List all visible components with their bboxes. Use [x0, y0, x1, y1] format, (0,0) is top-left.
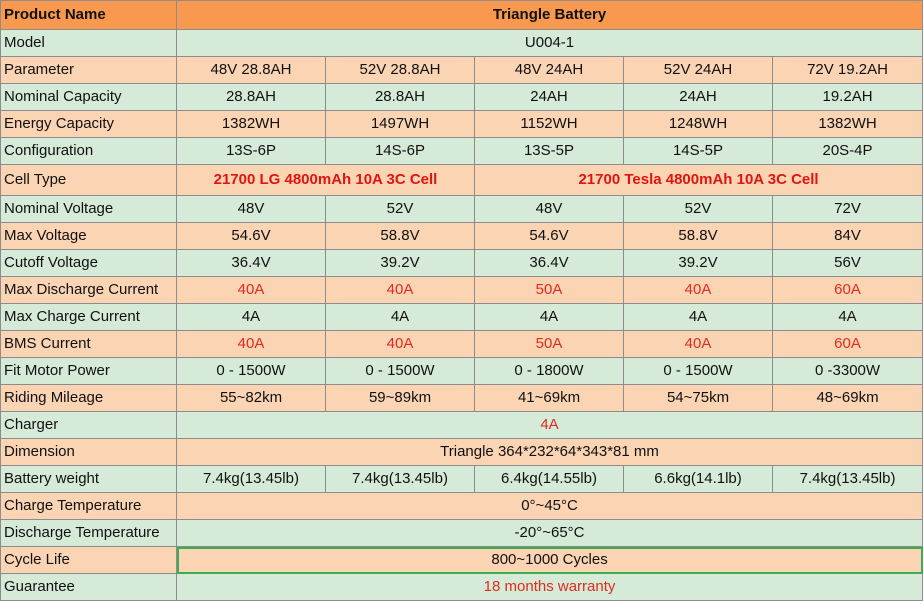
fit-motor-power-value: 0 - 1500W	[624, 358, 773, 385]
max-discharge-current-label: Max Discharge Current	[1, 277, 177, 304]
cell-type-lg-value: 21700 LG 4800mAh 10A 3C Cell	[177, 165, 475, 196]
nominal-capacity-label: Nominal Capacity	[1, 84, 177, 111]
configuration-value: 14S-6P	[326, 138, 475, 165]
nominal-capacity-value: 28.8AH	[326, 84, 475, 111]
battery-weight-label: Battery weight	[1, 466, 177, 493]
configuration-label: Configuration	[1, 138, 177, 165]
bms-current-value: 40A	[177, 331, 326, 358]
nominal-voltage-value: 52V	[624, 196, 773, 223]
battery-weight-value: 7.4kg(13.45lb)	[326, 466, 475, 493]
guarantee-label: Guarantee	[1, 574, 177, 601]
row-charger	[1, 412, 923, 439]
cutoff-voltage-value: 56V	[773, 250, 923, 277]
max-charge-current-value: 4A	[326, 304, 475, 331]
cutoff-voltage-value: 39.2V	[326, 250, 475, 277]
discharge-temperature-label: Discharge Temperature	[1, 520, 177, 547]
bms-current-value: 50A	[475, 331, 624, 358]
cutoff-voltage-value: 39.2V	[624, 250, 773, 277]
battery-weight-value: 6.4kg(14.55lb)	[475, 466, 624, 493]
parameter-value: 48V 24AH	[475, 57, 624, 84]
battery-weight-value: 6.6kg(14.1lb)	[624, 466, 773, 493]
max-discharge-current-value: 40A	[624, 277, 773, 304]
cutoff-voltage-label: Cutoff Voltage	[1, 250, 177, 277]
energy-capacity-value: 1152WH	[475, 111, 624, 138]
nominal-voltage-value: 48V	[177, 196, 326, 223]
row-fit-motor-power	[1, 358, 923, 385]
max-discharge-current-value: 50A	[475, 277, 624, 304]
row-max-discharge-current	[1, 277, 923, 304]
row-discharge-temperature	[1, 520, 923, 547]
bms-current-label: BMS Current	[1, 331, 177, 358]
row-max-voltage	[1, 223, 923, 250]
max-charge-current-value: 4A	[177, 304, 326, 331]
battery-weight-value: 7.4kg(13.45lb)	[177, 466, 326, 493]
energy-capacity-value: 1497WH	[326, 111, 475, 138]
energy-capacity-label: Energy Capacity	[1, 111, 177, 138]
energy-capacity-value: 1382WH	[773, 111, 923, 138]
row-cell-type	[1, 165, 923, 196]
max-charge-current-value: 4A	[624, 304, 773, 331]
guarantee-value: 18 months warranty	[177, 574, 923, 601]
riding-mileage-value: 55~82km	[177, 385, 326, 412]
riding-mileage-value: 54~75km	[624, 385, 773, 412]
max-voltage-value: 54.6V	[177, 223, 326, 250]
row-cycle-life	[1, 547, 923, 574]
max-voltage-value: 58.8V	[326, 223, 475, 250]
product-name-value: Triangle Battery	[177, 1, 923, 30]
max-charge-current-label: Max Charge Current	[1, 304, 177, 331]
row-cutoff-voltage	[1, 250, 923, 277]
max-voltage-value: 58.8V	[624, 223, 773, 250]
nominal-voltage-value: 72V	[773, 196, 923, 223]
charger-value: 4A	[177, 412, 923, 439]
parameter-value: 52V 28.8AH	[326, 57, 475, 84]
nominal-capacity-value: 28.8AH	[177, 84, 326, 111]
row-nominal-voltage	[1, 196, 923, 223]
fit-motor-power-value: 0 - 1500W	[326, 358, 475, 385]
riding-mileage-value: 41~69km	[475, 385, 624, 412]
configuration-value: 13S-6P	[177, 138, 326, 165]
fit-motor-power-value: 0 -3300W	[773, 358, 923, 385]
row-parameter	[1, 57, 923, 84]
nominal-capacity-value: 19.2AH	[773, 84, 923, 111]
charge-temperature-value: 0°~45°C	[177, 493, 923, 520]
row-model	[1, 30, 923, 57]
nominal-voltage-value: 48V	[475, 196, 624, 223]
parameter-value: 48V 28.8AH	[177, 57, 326, 84]
riding-mileage-value: 48~69km	[773, 385, 923, 412]
header-row	[1, 1, 923, 30]
bms-current-value: 40A	[326, 331, 475, 358]
row-bms-current	[1, 331, 923, 358]
nominal-capacity-value: 24AH	[475, 84, 624, 111]
row-configuration	[1, 138, 923, 165]
cell-type-label: Cell Type	[1, 165, 177, 196]
row-energy-capacity	[1, 111, 923, 138]
charger-label: Charger	[1, 412, 177, 439]
row-nominal-capacity	[1, 84, 923, 111]
nominal-capacity-value: 24AH	[624, 84, 773, 111]
row-guarantee	[1, 574, 923, 601]
max-voltage-label: Max Voltage	[1, 223, 177, 250]
row-charge-temperature	[1, 493, 923, 520]
max-discharge-current-value: 40A	[177, 277, 326, 304]
cutoff-voltage-value: 36.4V	[177, 250, 326, 277]
max-discharge-current-value: 40A	[326, 277, 475, 304]
cycle-life-label: Cycle Life	[1, 547, 177, 574]
bms-current-value: 40A	[624, 331, 773, 358]
parameter-value: 72V 19.2AH	[773, 57, 923, 84]
model-label: Model	[1, 30, 177, 57]
max-charge-current-value: 4A	[475, 304, 624, 331]
parameter-value: 52V 24AH	[624, 57, 773, 84]
charge-temperature-label: Charge Temperature	[1, 493, 177, 520]
row-max-charge-current	[1, 304, 923, 331]
product-name-label: Product Name	[1, 1, 177, 30]
fit-motor-power-label: Fit Motor Power	[1, 358, 177, 385]
max-voltage-value: 84V	[773, 223, 923, 250]
configuration-value: 13S-5P	[475, 138, 624, 165]
fit-motor-power-value: 0 - 1800W	[475, 358, 624, 385]
max-discharge-current-value: 60A	[773, 277, 923, 304]
bms-current-value: 60A	[773, 331, 923, 358]
cycle-life-value: 800~1000 Cycles	[177, 547, 923, 574]
cell-type-tesla-value: 21700 Tesla 4800mAh 10A 3C Cell	[475, 165, 923, 196]
riding-mileage-label: Riding Mileage	[1, 385, 177, 412]
parameter-label: Parameter	[1, 57, 177, 84]
row-battery-weight	[1, 466, 923, 493]
row-riding-mileage	[1, 385, 923, 412]
model-value: U004-1	[177, 30, 923, 57]
fit-motor-power-value: 0 - 1500W	[177, 358, 326, 385]
configuration-value: 14S-5P	[624, 138, 773, 165]
discharge-temperature-value: -20°~65°C	[177, 520, 923, 547]
energy-capacity-value: 1248WH	[624, 111, 773, 138]
riding-mileage-value: 59~89km	[326, 385, 475, 412]
max-charge-current-value: 4A	[773, 304, 923, 331]
row-dimension	[1, 439, 923, 466]
battery-weight-value: 7.4kg(13.45lb)	[773, 466, 923, 493]
cutoff-voltage-value: 36.4V	[475, 250, 624, 277]
nominal-voltage-value: 52V	[326, 196, 475, 223]
nominal-voltage-label: Nominal Voltage	[1, 196, 177, 223]
max-voltage-value: 54.6V	[475, 223, 624, 250]
dimension-value: Triangle 364*232*64*343*81 mm	[177, 439, 923, 466]
configuration-value: 20S-4P	[773, 138, 923, 165]
dimension-label: Dimension	[1, 439, 177, 466]
energy-capacity-value: 1382WH	[177, 111, 326, 138]
